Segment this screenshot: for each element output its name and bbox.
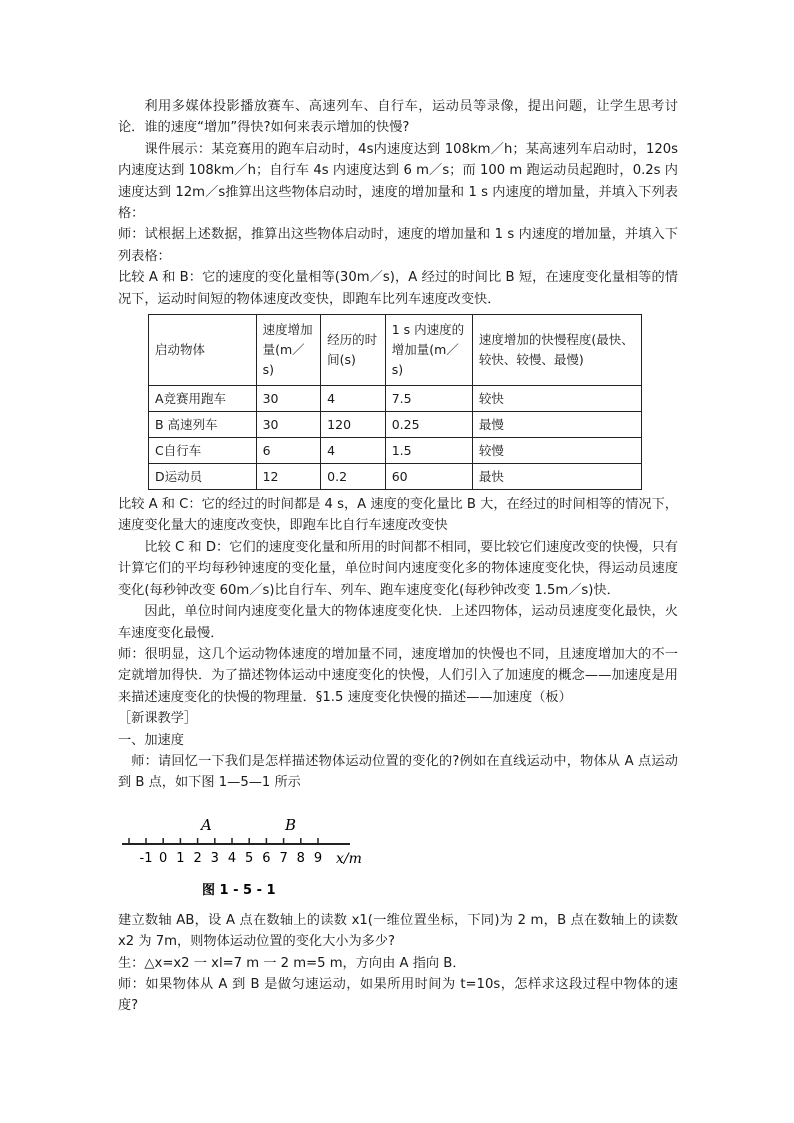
- table-header-row: [149, 315, 642, 386]
- table-cell: 60: [385, 464, 472, 490]
- table-cell: 1.5: [385, 438, 472, 464]
- section-label: ［新课教学］: [118, 711, 198, 727]
- table-cell: 12: [256, 464, 321, 490]
- table-header-cell: 1 s 内速度的增加量(m／s): [385, 315, 472, 386]
- table-cell: 较慢: [472, 438, 641, 464]
- tick-label: 8: [296, 850, 305, 866]
- tick-label: 5: [245, 850, 254, 866]
- table-cell: 4: [321, 386, 386, 412]
- table-header-cell: 经历的时间(s): [321, 315, 386, 386]
- speed-comparison-table: [148, 314, 642, 490]
- table-cell: 0.2: [321, 464, 386, 490]
- table-row: [149, 412, 642, 438]
- paragraph: 师：如果物体从 A 到 B 是做匀速运动，如果所用时间为 t=10s，怎样求这段过程中物体的速度?: [118, 976, 678, 1014]
- section-heading: 一、加速度: [118, 732, 184, 748]
- table-cell: 4: [321, 438, 386, 464]
- table-header-cell: 速度增加量(m／s): [256, 315, 321, 386]
- paragraph: 比较 A 和 B：它的速度的变化量相等(30m／s)，A 经过的时间比 B 短，在速度变化量相等的情况下，运动时间短的物体速度改变快，即跑车比列车速度改变快．: [118, 270, 678, 307]
- table-cell: C自行车: [149, 438, 257, 464]
- table-header-cell: 启动物体: [149, 315, 257, 386]
- paragraph: 比较 A 和 C：它的经过的时间都是 4 s，A 速度的变化量比 B 大，在经过的时间相等的情况下，速度变化量大的速度改变快，即跑车比自行车速度改变快: [118, 497, 678, 534]
- paragraph: 师：很明显，这几个运动物体速度的增加量不同，速度增加的快慢也不同，且速度增加大的不一定就增加得快．为了描述物体运动中速度变化的快慢，人们引入了加速度的概念——加速度是用来描述速度变化的快慢的物理量．§1.5 速度变化快慢的描述——加速度（板）: [118, 646, 678, 705]
- point-b-label: B: [285, 815, 297, 834]
- tick-label: 1: [176, 850, 185, 866]
- table-cell: 6: [256, 438, 321, 464]
- paragraph: 生：△x=x2 一 xl=7 m 一 2 m=5 m，方向由 A 指向 B．: [118, 955, 466, 971]
- table-cell: 0.25: [385, 412, 472, 438]
- tick-label: 3: [210, 850, 219, 866]
- paragraph: 因此，单位时间内速度变化量大的物体速度变化快．上述四物体，运动员速度变化最快，火车速度变化最慢．: [118, 604, 678, 641]
- paragraph: 比较 C 和 D：它们的速度变化量和所用的时间都不相同，要比较它们速度改变的快慢，只有计算它们的平均每秒钟速度的变化量，单位时间内速度变化多的物体速度变化快，得运动员速度变化(每秒钟改变 60m／s)比自行车、列车、跑车速度变化(每秒钟改变 1.5m／s)快．: [118, 539, 678, 598]
- paragraph: 建立数轴 AB，设 A 点在数轴上的读数 x1(一维位置坐标，下同)为 2 m，B 点在数轴上的读数 x2 为 7m，则物体运动位置的变化大小为多少?: [118, 912, 678, 950]
- table-cell: B 高速列车: [149, 412, 257, 438]
- tick-label: 9: [313, 850, 323, 866]
- tick-label: 0: [159, 850, 168, 866]
- paragraph: 师：请回忆一下我们是怎样描述物体运动位置的变化的?例如在直线运动中，物体从 A 点运动到 B 点，如下图 1—5—1 所示: [118, 753, 678, 791]
- axis-label: x/m: [336, 850, 362, 867]
- table-cell: 7.5: [385, 386, 472, 412]
- table-row: [149, 464, 642, 490]
- table-cell: 最快: [472, 464, 641, 490]
- tick-labels: [140, 851, 323, 866]
- table-cell: 120: [321, 412, 386, 438]
- tick-label: 6: [262, 850, 271, 866]
- table-row: [149, 386, 642, 412]
- table-cell: D运动员: [149, 464, 257, 490]
- table-cell: 最慢: [472, 412, 641, 438]
- table-row: [149, 438, 642, 464]
- paragraph: 利用多媒体投影播放赛车、高速列车、自行车，运动员等录像，提出问题，让学生思考讨论．谁的速度“增加”得快?如何来表示增加的快慢?: [118, 99, 678, 136]
- document-page: [118, 96, 678, 1017]
- table-cell: 30: [256, 386, 321, 412]
- number-line-figure: [118, 798, 678, 902]
- table-cell: 较快: [472, 386, 641, 412]
- tick-label: 7: [279, 850, 288, 866]
- table-cell: A竞赛用跑车: [149, 386, 257, 412]
- tick-label: 4: [227, 850, 237, 866]
- tick-label: -1: [139, 850, 153, 866]
- paragraph: 师：试根据上述数据，推算出这些物体启动时，速度的增加量和 1 s 内速度的增加量，并填入下列表格：: [118, 227, 678, 264]
- tick-label: 2: [193, 850, 202, 866]
- number-line-svg: [118, 798, 378, 902]
- figure-caption: 图 1 - 5 - 1: [202, 882, 276, 898]
- table-header-cell: 速度增加的快慢程度(最快、较快、较慢、最慢): [472, 315, 641, 386]
- paragraph: 课件展示：某竞赛用的跑车启动时，4s内速度达到 108km／h；某高速列车启动时，120s内速度达到 108km／h；自行车 4s 内速度达到 6 m／s；而 100 m 跑运动员起跑时，0.2s 内速度达到 12m／s推算出这些物体启动时，速度的增加量和 1 s 内速度的增加量，并填入下列表格：: [118, 141, 678, 222]
- table-cell: 30: [256, 412, 321, 438]
- point-a-label: A: [201, 815, 212, 834]
